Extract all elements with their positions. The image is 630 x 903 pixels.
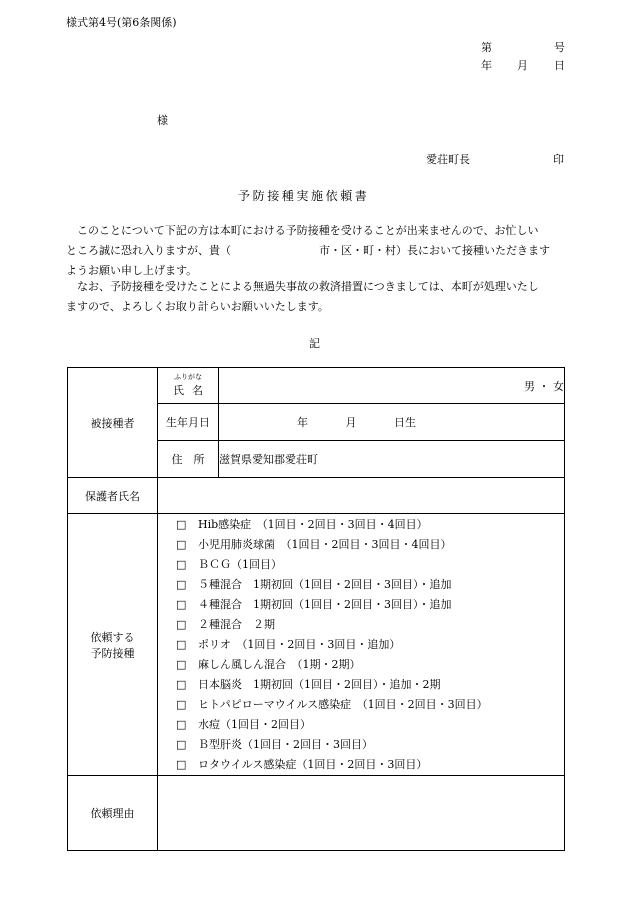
sex-options: 男 ・ 女 xyxy=(524,379,564,393)
vaccination-option[interactable] xyxy=(158,575,564,595)
birthdate-field[interactable] xyxy=(219,404,565,441)
name-label: 氏名 xyxy=(173,384,211,397)
document-number-prefix: 第 xyxy=(481,41,492,54)
date-day: 日 xyxy=(554,59,565,72)
document-number-suffix: 号 xyxy=(554,41,565,54)
paragraph-line: ようお願い申し上げます。 xyxy=(66,264,198,277)
request-form-table xyxy=(67,367,565,851)
birthdate-label: 生年月日 xyxy=(158,404,219,441)
checkbox-icon: □ xyxy=(176,537,187,551)
vaccination-option-label: ２種混合 ２期 xyxy=(198,617,275,631)
checkbox-icon: □ xyxy=(176,557,187,571)
vaccination-option[interactable] xyxy=(158,595,564,615)
vaccination-option-label: ５種混合 1期初回（1回目・2回目・3回目）・追加 xyxy=(198,577,452,591)
checkbox-icon: □ xyxy=(176,617,187,631)
vaccination-option-label: 麻しん風しん混合 （1期・2期） xyxy=(198,657,361,671)
addressee: 様 xyxy=(157,114,168,127)
vaccination-option[interactable] xyxy=(158,635,564,655)
vaccination-option-label: Hib感染症 （1回目・2回目・3回目・4回目） xyxy=(198,517,428,531)
vaccination-option[interactable] xyxy=(158,715,564,735)
vaccination-option[interactable] xyxy=(158,535,564,555)
vaccination-option[interactable] xyxy=(158,695,564,715)
vaccination-label-line2: 予防接種 xyxy=(90,646,135,660)
vaccination-option[interactable] xyxy=(158,515,564,535)
vaccination-option[interactable] xyxy=(158,555,564,575)
form-number: 様式第4号(第6条関係) xyxy=(66,16,177,29)
vaccination-option-label: 日本脳炎 1期初回（1回目・2回目）・追加・2期 xyxy=(198,677,441,691)
address-field[interactable] xyxy=(219,441,565,478)
checkbox-icon: □ xyxy=(176,737,187,751)
checkbox-icon: □ xyxy=(176,677,187,691)
reason-label: 依頼理由 xyxy=(68,776,158,851)
reason-field[interactable] xyxy=(158,776,565,851)
date-month: 月 xyxy=(517,59,528,72)
vaccination-option[interactable] xyxy=(158,615,564,635)
vaccination-option-label: Ｂ型肝炎（1回目・2回目・3回目） xyxy=(198,737,373,751)
vaccination-option-label: 小児用肺炎球菌 （1回目・2回目・3回目・4回目） xyxy=(198,537,452,551)
paragraph-line: なお、予防接種を受けたことによる無過失事故の救済措置につきましては、本町が処理いたし xyxy=(77,280,539,293)
vaccination-option[interactable] xyxy=(158,755,564,775)
vaccination-list xyxy=(158,514,565,776)
checkbox-icon: □ xyxy=(176,697,187,711)
vaccination-label xyxy=(68,514,158,776)
sender: 愛荘町長 xyxy=(426,153,470,166)
paragraph-line: ますので、よろしくお取り計らいお願いいたします。 xyxy=(66,300,329,313)
vaccination-label-line1: 依頼する xyxy=(90,630,135,644)
vaccination-option[interactable] xyxy=(158,655,564,675)
checkbox-icon: □ xyxy=(176,757,187,771)
birth-month: 月 xyxy=(345,416,357,429)
guardian-label: 保護者氏名 xyxy=(68,478,158,514)
vaccination-option[interactable] xyxy=(158,675,564,695)
vaccination-option-label: ヒトパピローマウイルス感染症 （1回目・2回目・3回目） xyxy=(198,697,488,711)
checkbox-icon: □ xyxy=(176,597,187,611)
recipient-label: 被接種者 xyxy=(68,368,158,478)
birth-day: 日生 xyxy=(394,416,416,429)
date-year: 年 xyxy=(481,59,492,72)
checkbox-icon: □ xyxy=(176,517,187,531)
birth-year: 年 xyxy=(297,416,308,429)
vaccination-option-label: ４種混合 1期初回（1回目・2回目・3回目）・追加 xyxy=(198,597,452,611)
paragraph-line: ところ誠に恐れ入りますが、貴（ 市・区・町・村）長において接種いただきます xyxy=(66,244,550,257)
request-paragraph xyxy=(66,221,564,281)
furigana-label: ふりがな xyxy=(174,373,202,381)
checkbox-icon: □ xyxy=(176,637,187,651)
document-title: 予防接種実施依頼書 xyxy=(238,189,370,203)
vaccination-option[interactable] xyxy=(158,735,564,755)
address-label: 住 所 xyxy=(158,441,219,478)
name-field[interactable] xyxy=(219,368,565,404)
name-label-cell xyxy=(158,368,219,404)
seal-mark: 印 xyxy=(553,153,564,166)
paragraph-line: このことについて下記の方は本町における予防接種を受けることが出来ませんので、お忙しい xyxy=(77,224,539,237)
vaccination-option-label: 水痘（1回目・2回目） xyxy=(198,717,311,731)
guardian-field[interactable] xyxy=(158,478,565,514)
ki-heading: 記 xyxy=(309,337,320,350)
checkbox-icon: □ xyxy=(176,657,187,671)
vaccination-option-label: ポリオ （1回目・2回目・3回目・追加） xyxy=(198,637,401,651)
checkbox-icon: □ xyxy=(176,717,187,731)
address-value: 滋賀県愛知郡愛荘町 xyxy=(219,453,318,466)
relief-paragraph xyxy=(66,277,564,317)
checkbox-icon: □ xyxy=(176,577,187,591)
vaccination-option-label: ロタウイルス感染症（1回目・2回目・3回目） xyxy=(198,757,428,771)
vaccination-option-label: ＢＣＧ（1回目） xyxy=(198,557,282,571)
